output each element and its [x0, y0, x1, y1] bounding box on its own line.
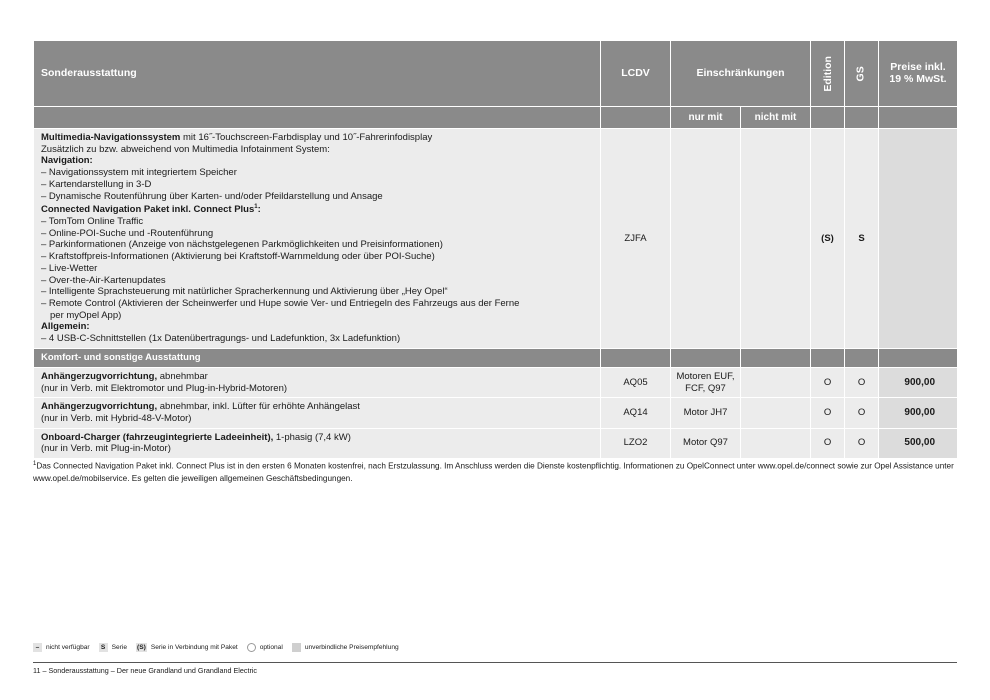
footnote: $^1$Das Connected Navigation Paket inkl. Connect Plus ist in den ersten 6 Monaten kostenfrei, nach Erstzulassung. Im Anschluss werden die Dienste kostenpflichtig. Informationen zu OpelConnect unter www.opel.de/connect sowie zur Opel Assistance unter www.opel.de/mobilservice. Es gelten die jeweiligen allgemeinen Geschäftsbedingungen. — [33, 461, 954, 483]
section-row-comfort — [34, 348, 958, 367]
table-subheader-row — [34, 107, 958, 129]
multimedia-without — [741, 129, 811, 349]
table-header-row — [34, 41, 958, 107]
header-edition: Edition — [811, 41, 845, 107]
row-description: Anhängerzugvorrichtung, abnehmbar (nur in Verb. mit Elektromotor und Plug-in-Hybrid-Motoren) — [34, 367, 601, 397]
row-description: Onboard-Charger (fahrzeugintegrierte Ladeeinheit), 1-phasig (7,4 kW) (nur in Verb. mit Plug-in-Motor) — [34, 428, 601, 458]
multimedia-lcdv: ZJFA — [601, 129, 671, 349]
section-title: Komfort- und sonstige Ausstattung — [34, 348, 601, 367]
legend-item: – nicht verfügbar — [33, 643, 90, 652]
page-footer: 11 – Sonderausstattung – Der neue Grandland und Grandland Electric — [33, 666, 258, 675]
row-price: 500,00 — [879, 428, 958, 458]
row-without — [741, 428, 811, 458]
row-price: 900,00 — [879, 398, 958, 428]
table-row — [34, 398, 958, 428]
row-edition: O — [811, 367, 845, 397]
row-gs: O — [845, 428, 879, 458]
row-description: Anhängerzugvorrichtung, abnehmbar, inkl. Lüfter für erhöhte Anhängelast (nur in Verb. mit Hybrid-48-V-Motor) — [34, 398, 601, 428]
header-feature: Sonderausstattung — [34, 41, 601, 107]
multimedia-gs: S — [845, 129, 879, 349]
multimedia-description: Multimedia-Navigationssystem mit 16˝-Touchscreen-Farbdisplay und 10˝-Fahrerinfodisplay Zusätzlich zu bzw. abweichend von Multimedia Infotainment System: Navigation: – Navigationssystem mit integriertem Speicher – Kartendarstellung in 3-D – Dynamische Routenführung über Karten- und/oder Pfeildarstellung und Ansage Connected Navigation Paket inkl. Connect Plus$^1$: – TomTom Online Traffic – Online-POI-Suche und -Routenführung – Parkinformationen (Anzeige von nächstgelegenen Parkmöglichkeiten und Preisinformationen) – Kraftstoffpreis-Informationen (Aktivierung bei Kraftstoff-Warnmeldung oder über POI-Suche) – Live-Wetter – Over-the-Air-Kartenupdates – Intelligente Sprachsteuerung mit natürlicher Spracherkennung und Aktivierung über „Hey Opel“ – Remote Control (Aktivieren der Scheinwerfer und Hupe sowie Ver- und Entriegeln des Fahrzeugs aus der Ferne per myOpel App) Allgemein: – 4 USB-C-Schnittstellen (1x Datenübertragungs- und Ladefunktion, 3x Ladefunktion) — [34, 129, 601, 349]
header-price: Preise inkl. 19 % MwSt. — [879, 41, 958, 107]
multimedia-edition: (S) — [811, 129, 845, 349]
row-gs: O — [845, 367, 879, 397]
header-gs: GS — [845, 41, 879, 107]
row-with: Motoren EUF, FCF, Q97 — [671, 367, 741, 397]
row-with: Motor JH7 — [671, 398, 741, 428]
price-swatch-icon — [292, 643, 301, 652]
legend — [33, 643, 408, 652]
footer-divider — [33, 662, 957, 663]
subheader-without: nicht mit — [741, 107, 811, 129]
row-with: Motor Q97 — [671, 428, 741, 458]
row-price: 900,00 — [879, 367, 958, 397]
row-edition: O — [811, 428, 845, 458]
row-lcdv: AQ05 — [601, 367, 671, 397]
legend-item: unverbindliche Preisempfehlung — [292, 643, 399, 652]
multimedia-price — [879, 129, 958, 349]
table-row-multimedia — [34, 129, 958, 349]
optional-circle-icon — [247, 643, 256, 652]
row-without — [741, 367, 811, 397]
subheader-with: nur mit — [671, 107, 741, 129]
equipment-table — [33, 40, 958, 459]
row-lcdv: AQ14 — [601, 398, 671, 428]
header-lcdv: LCDV — [601, 41, 671, 107]
header-restrictions: Einschränkungen — [671, 41, 811, 107]
legend-item: S Serie — [99, 643, 127, 652]
multimedia-with — [671, 129, 741, 349]
row-without — [741, 398, 811, 428]
legend-item: optional — [247, 643, 283, 652]
table-row — [34, 428, 958, 458]
table-row — [34, 367, 958, 397]
legend-item: (S) Serie in Verbindung mit Paket — [137, 644, 238, 651]
row-edition: O — [811, 398, 845, 428]
row-gs: O — [845, 398, 879, 428]
row-lcdv: LZO2 — [601, 428, 671, 458]
